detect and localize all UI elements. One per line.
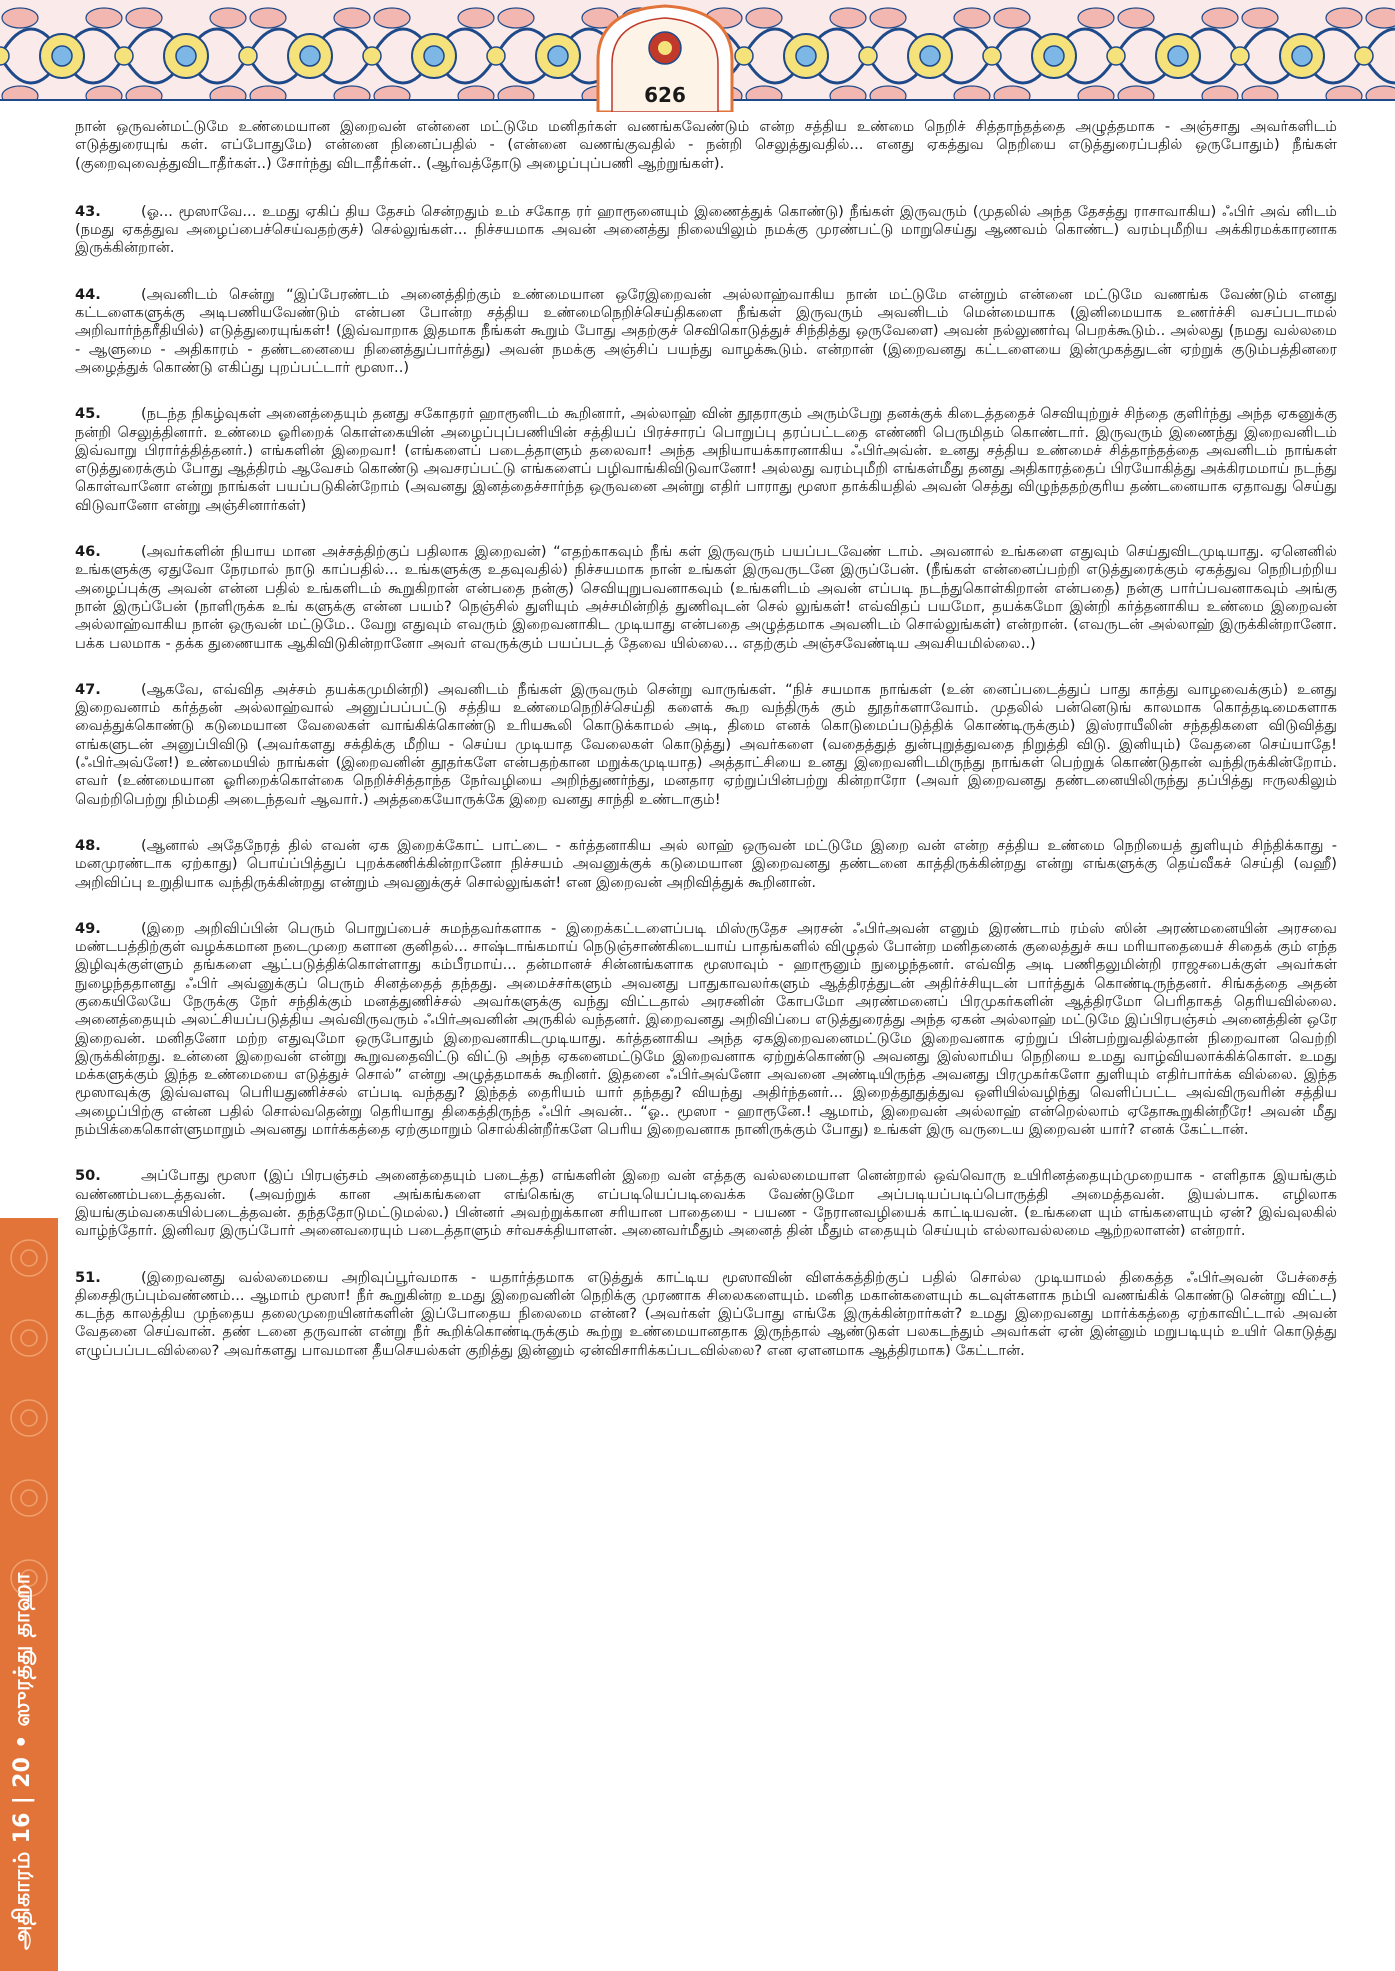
verse-number: 47. [75, 680, 101, 698]
verse-number: 46. [75, 543, 101, 561]
verse-number: 43. [75, 202, 101, 220]
juz-label: 20 [10, 1756, 35, 1788]
verse-49 [75, 920, 1337, 1140]
page-number: 626 [644, 83, 686, 107]
verse-47 [75, 681, 1337, 809]
verse-text: (அவர்களின் நியாய மான அச்சத்திற்குப் பதிலாக இறைவன்) “எதற்காகவும் நீங் கள் இருவரும் பயப்படவேண் டாம். அவனால் உங்களை எதுவும் செய்துவிடமுடியாது. ஏனெனில் உங்களுக்கு ஏதுவோ நேரமால் நாடு காப்பதில்... உங்களுக்கு உதவுவதில்) நிச்சயமாக நான் உங்கள் இருவருடனே இருப்பேன். (நீங்கள் என்னைப்பற்றி எடுத்துரைக்கும் ஏகத்துவ நெறிபற்றிய அழைப்புக்கு அவன் என்ன பதில் உங்களிடம் கூறுகிறான் என்பதை நன்கு) செவியுறுபவனாகவும் (உங்களிடம் அவன் எப்படி நடந்துகொள்கிறான் என்பதை) நன்கு பார்ப்பவனாகவும் அங்கு நான் இருப்பேன் (நாளிருக்க உங் களுக்கு என்ன பயம்? நெஞ்சில் துளியும் அச்சமின்றித் துணிவுடன் செல் லுங்கள்! எவ்விதப் பயமோ, தயக்கமோ இன்றி கர்த்தனாகிய உண்மை இறைவன் அல்லாஹ்வாகிய நான் ஒருவன் மட்டுமே.. வேறு எதுவும் எவரும் இறைவனாகிட முடியாது என்பதை அழுத்தமாக அவனிடம் சொல்லுங்கள்) என்றான். (எவருடன் அல்லாஹ் இருக்கின்றானோ. பக்க பலமாக - தக்க துணையாக ஆகிவிடுகின்றானோ அவர் எவருக்கும் பயப்படத் தேவை யில்லை... எதற்கும் அஞ்சவேண்டிய அவசியமில்லை..) [75, 543, 1337, 652]
surah-label: ஸுரத்து தாஹா [10, 1572, 35, 1727]
verse-text: (அவனிடம் சென்று “இப்பேரண்டம் அனைத்திற்கும் உண்மையான ஒரேஇறைவன் அல்லாஹ்வாகிய நான் மட்டுமே என்றும் என்னை மட்டுமே வணங்க வேண்டும் எனது கட்டளைகளுக்கு அடிபணியவேண்டும் என்பன போன்ற சத்திய உண்மைநெறிச்செய்திகளை நீங்கள் இருவரும் அவனிடம் மென்மையாக (இனிமையாக உணர்ச்சி வசப்படாமல் அறிவார்ந்தரீதியில்) எடுத்துரையுங்கள்! (இவ்வாறாக இதமாக நீங்கள் கூறும் போது அதற்குச் செவிகொடுத்துச் சிந்தித்து ஒருவேளை) அவன் நல்லுணர்வு பெறக்கூடும்.. அல்லது (நமது வல்லமை - ஆளுமை - அதிகாரம் - தண்டனையை நினைத்துப்பார்த்து) அவன் நமக்கு அஞ்சிப் பயந்து வாழக்கூடும். என்றான் (இறைவனது கட்டளையை இன்முகத்துடன் ஏற்றுக் குடும்பத்தினரை அழைத்துக் கொண்டு எகிப்து புறப்பட்டார் மூஸா..) [75, 285, 1337, 376]
verse-text: (இறை அறிவிப்பின் பெரும் பொறுப்பைச் சுமந்தவர்களாக - இறைக்கட்டளைப்படி மிஸ்ருதேச அரசன் ஃபிர்அவன் எனும் இரண்டாம் ரம்ஸ் ஸின் அரண்மனையின் அரசவை மண்டபத்திற்குள் வழக்கமான நடைமுறை களான குனிதல்... சாஷ்டாங்கமாய் நெடுஞ்சாண்கிடையாய் பாதங்களில் விழுதல் போன்ற மனிதனைக் குலைத்துச் சுய மரியாதையைச் சிதைக் கும் எந்த இழிவுக்குள்ளும் தங்களை ஆட்படுத்திக்கொள்ளாது கம்பீரமாய்... தன்மானச் சின்னங்களாக மூஸாவும் - ஹாரூனும் நுழைந்தனர். எவ்வித அடி பணிதலுமின்றி ராஜசபைக்குள் அவர்கள் நுழைந்ததானது ஃபிர் அவ்னுக்குப் பெரும் சினத்தைத் தந்தது. அமைச்சர்களும் அவனது பாதுகாவலர்களும் ஆத்திரத்துடன் அதிர்ச்சியுடன் பார்த்துக் கொண்டிருந்தனர். சிங்கத்தை அதன் குகையிலேயே நேருக்கு நேர் சந்திக்கும் மனத்துணிச்சல் அவர்களுக்கு வந்து விட்டதால் அரசனின் கோபமோ அரண்மனைப் பிரமுகர்களின் ஆத்திரமோ பெரிதாகத் தெரியவில்லை. அனைத்தையும் அலட்சியப்படுத்திய அவ்விருவரும் ஃபிர்அவனின் அருகில் வந்தனர். இறைவனது அறிவிப்பை எடுத்துரைத்து அந்த ஏகன் அல்லாஹ் மட்டுமே இப்பிரபஞ்சம் அனைத்தின் ஒரே இறைவன். மனிதனோ மற்ற எதுவுமோ ஒருபோதும் இறைவனாகிடமுடியாது. கர்த்தனாகிய அந்த ஏகஇறைவனைமட்டுமே இறைவனாக ஏற்றுப் பின்பற்றுவதில்தான் நிறைவான வெற்றி இருக்கின்றது. உன்னை இறைவன் என்று கூறுவதைவிட்டு விட்டு அந்த ஏகனைமட்டுமே இறைவனாக ஏற்றுக்கொண்டு அவனது இஸ்லாமிய நெறியை உமது வாழ்வியலாக்கிக்கொள். உமது மக்களுக்கும் இந்த உண்மையை எடுத்துச் சொல்” என்று அழுத்தமாகக் கூறினர். இதனை ஃபிர்அவ்னோ அவனை அண்டியிருந்த அவனது பிரமுகர்களோ துளியும் எதிர்பார்க்க வில்லை. இந்த மூஸாவுக்கு இவ்வளவு பெரியதுணிச்சல் எப்படி வந்தது? இந்தத் தைரியம் யார் தந்தது? வியந்து அதிர்ந்தனர்... இறைத்தூதுத்துவ ஒளியில்வழிந்து வெளிப்பட்ட அவ்விருவரின் சத்திய அழைப்பிற்கு என்ன பதில் சொல்வதென்று தெரியாது திகைத்திருந்த ஃபிர் அவன்.. “ஓ.. மூஸா - ஹாரூனே.! ஆமாம், இறைவன் அல்லாஹ் என்றெல்லாம் ஏதோகூறுகின்றீரே! அவன் மீது நம்பிக்கைகொள்ளுமாறும் அவனது மார்க்கத்தை ஏற்குமாறும் சொல்கின்றீர்களே பெரிய இறைவனாக நானிருக்கும் போது) உங்கள் இரு வருடைய இறைவன் யார்? எனக் கேட்டான். [75, 919, 1337, 1139]
verse-51 [75, 1269, 1337, 1360]
chapter-label: அதிகாரம் 16 [10, 1812, 35, 1950]
bullet-separator: • [10, 1734, 35, 1749]
intro-paragraph: நான் ஒருவன்மட்டுமே உண்மையான இறைவன் என்னை மட்டுமே மனிதர்கள் வணங்கவேண்டும் என்ற சத்திய உண்மை நெறிச் சித்தாந்தத்தை அழுத்தமாக - அஞ்சாது அவர்களிடம் எடுத்துரையுங் கள். எப்போதுமே) என்னை நினைப்பதில் - (என்னை வணங்குவதில் - நன்றி செலுத்துவதில்... எனது ஏகத்துவ நெறியை எடுத்துரைப்பதில் ஒருபோதும்) நீங்கள் (குறைவுவைத்துவிடாதீர்கள்..) சோர்ந்து விடாதீர்கள்.. (ஆர்வத்தோடு அழைப்புப்பணி ஆற்றுங்கள்). [75, 118, 1337, 172]
verse-text: (நடந்த நிகழ்வுகள் அனைத்தையும் தனது சகோதரர் ஹாரூனிடம் கூறினார், அல்லாஹ் வின் தூதராகும் அரும்பேறு தனக்குக் கிடைத்ததைச் செவியுற்றுச் சிந்தை குளிர்ந்து அந்த ஏகனுக்கு நன்றி செலுத்தினார். உண்மை ஓரிறைக் கொள்கையின் அழைப்புப்பணியின் சத்தியப் பிரச்சாரப் பொறுப்பு தரப்பட்டதை எண்ணி பெருமிதம் கொண்டார். இருவரும் இணைந்து இறைவனிடம் இவ்வாறு பிரார்த்தித்தனர்.) எங்களின் இறைவா! (எங்களைப் படைத்தாளும் தலைவா! அந்த அநியாயக்காரனாகிய ஃபிர்அவ்ன். உனது சத்திய உண்மைச் சித்தாந்தத்தை அவனிடம் நாங்கள் எடுத்துரைக்கும் போது ஆத்திரம் ஆவேசம் கொண்டு அவசரப்பட்டு எங்களைப் பழிவாங்கிவிடுவானோ! அல்லது வரம்புமீறி எங்கள்மீது தனது அதிகாரத்தைப் பிரயோகித்து அக்கிரமமாய் நடந்து கொள்வானோ என்று நாங்கள் பயப்படுகின்றோம் (அவனது இனத்தைச்சார்ந்த ஒருவனை அன்று எதிர் பாராது மூஸா தாக்கியதில் அவன் செத்து விழுந்ததற்குரிய தண்டனையாக ஏதாவது செய்து விடுவானோ என்று அஞ்சினார்கள்) [75, 405, 1337, 514]
verse-50 [75, 1167, 1337, 1240]
verse-44 [75, 286, 1337, 377]
verse-text: (ஆனால் அதேநேரத் தில் எவன் ஏக இறைக்கோட் பாட்டை - கர்த்தனாகிய அல் லாஹ் ஒருவன் மட்டுமே இறை வன் என்ற சத்திய உண்மை நெறியைத் துளியும் சிந்திக்காது - மனமுரண்டாக ஏற்காது) பொய்ப்பித்துப் புறக்கணிக்கின்றானோ நிச்சயம் அவனுக்குக் கடுமையான இறைவனது தண்டனை காத்திருக்கின்றது என்று எங்களுக்கு தெய்வீகச் செய்தி (வஹீ) அறிவிப்பு உறுதியாக வந்திருக்கின்றது என்றும் அவனுக்குச் சொல்லுங்கள்! என இறைவன் அறிவித்துக் கூறினான். [75, 836, 1337, 891]
verse-48 [75, 837, 1337, 892]
verse-43 [75, 203, 1337, 258]
label-separator: | [10, 1795, 35, 1805]
chapter-juz-surah-label [10, 1573, 38, 1951]
verse-number: 49. [75, 919, 101, 937]
verse-text: அப்போது மூஸா (இப் பிரபஞ்சம் அனைத்தையும் படைத்த) எங்களின் இறை வன் எத்தகு வல்லமையாள னென்றால் ஒவ்வொரு உயிரினத்தையும்முறையாக - எளிதாக இயங்கும் வண்ணம்படைத்தவன். (அவற்றுக் கான அங்கங்களை எங்கெங்கு எப்படியெப்படிவைக்க வேண்டுமோ அப்படியப்படிப்பொருத்தி அமைத்தவன். இயல்பாக. எழிலாக இயங்கும்வகையில்படைத்தவன். தந்ததோடுமட்டுமல்ல.) பின்னர் அவற்றுக்கான சரியான பாதையை - பயண - நேரானவழியைக் காட்டியவன். (உங்களை யும் எங்களையும் ஏன்? இவ்வுலகில் வாழ்ந்தோர். இனிவர இருப்போர் அனைவரையும் படைத்தாளும் சர்வசக்தியாளன். அனைவர்மீதும் அனைத் தின் மீதும் எதையும் செய்யும் எல்லாவல்லமை ஆற்றலாளன்) என்றார். [75, 1167, 1337, 1240]
verse-number: 50. [75, 1167, 101, 1185]
verse-46 [75, 543, 1337, 653]
verse-number: 51. [75, 1268, 101, 1286]
verse-text: (ஆகவே, எவ்வித அச்சம் தயக்கமுமின்றி) அவனிடம் நீங்கள் இருவரும் சென்று வாருங்கள். “நிச் சயமாக நாங்கள் (உன் னைப்படைத்துப் பாது காத்து வாழவைக்கும்) உனது இறைவனாம் கர்த்தன் அல்லாஹ்வால் அனுப்பப்பட்டு சத்திய உண்மைநெறிச்செய்தி களைக் கூற வந்திருக் கும் தூதர்களாவோம். முதலில் பன்னெடுங் காலமாக கொத்தடிமைகளாக வைத்துக்கொண்டு கடுமையான வேலைகள் வாங்கிக்கொண்டு உரியகூலி கொடுக்காமல் அடி, திமை எனக் கொடுமைப்படுத்திக் கொண்டிருக்கும்) இஸ்ராயீலின் சந்ததிகளை விடுவித்து எங்களுடன் அனுப்பிவிடு (அவர்களது சக்திக்கு மீறிய - செய்ய முடியாத வேலைகள் கொடுத்து) அவர்களை (வதைத்துத் துன்புறுத்துவதை நிறுத்தி விடு. இனியும்) வேதனை செய்யாதே! (ஃபிர்அவ்னே!) உண்மையில் நாங்கள் (இறைவனின் தூதர்களே என்பதற்கான மறுக்கமுடியாத) அத்தாட்சியை உனது இறைவனிடமிருந்து நாங்கள் பெற்றுக் கொண்டுதான் வந்திருக்கின்றோம். எவர் (உண்மையான ஓரிறைக்கொள்கை நெறிச்சித்தாந்த நேர்வழியை அறிந்துணர்ந்து, மனதார ஏற்றுப்பின்பற்று கின்றாரோ (அவர் இறைவனது தண்டனையிலிருந்து தப்பித்து ஈருலகிலும் வெற்றிபெற்று நிம்மதி அடைந்தவர் ஆவார்.) அத்தகையோருக்கே இறை வனது சாந்தி உண்டாகும்! [75, 680, 1337, 808]
verse-number: 48. [75, 836, 101, 854]
verse-text: (இறைவனது வல்லமையை அறிவுப்பூர்வமாக - யதார்த்தமாக எடுத்துக் காட்டிய மூஸாவின் விளக்கத்திற்குப் பதில் சொல்ல முடியாமல் திகைத்த ஃபிர்அவன் பேச்சைத் திசைதிருப்பும்வண்ணம்... ஆமாம் மூஸா! நீர் கூறுகின்ற உமது இறைவனின் நெறிக்கு முரணாக சிலைகளையும். மனித மகான்களையும் கடவுள்களாக நம்பி வணங்கிக் கொண்டு சென்று விட்ட) கடந்த காலத்திய முந்தைய தலைமுறையினர்களின் இப்போதைய நிலைமை என்ன? (அவர்கள் இப்போது எங்கே இருக்கின்றார்கள்? உமது இறைவனது மார்க்கத்தை ஏற்காவிட்டால் அவன் வேதனை செய்வான். தண் டனை தருவான் என்று நீர் கூறிக்கொண்டிருக்கும் கூற்று உண்மையானதாக இருந்தால் ஆண்டுகள் பலகடந்தும் அவர்கள் ஏன் இன்னும் மறுபடியும் உயிர் கொடுத்து எழுப்பப்படவில்லை? அவர்களது பாவமான தீயசெயல்கள் குறித்து இன்னும் ஏன்விசாரிக்கப்படவில்லை? என ஏளனமாக ஆத்திரமாக) கேட்டான். [75, 1268, 1337, 1359]
verse-text: (ஓ... மூஸாவே... உமது ஏகிப் திய தேசம் சென்றதும் உம் சகோத ரர் ஹாரூனையும் இணைத்துக் கொண்டு) நீங்கள் இருவரும் (முதலில் அந்த தேசத்து ராசாவாகிய) ஃபிர் அவ் னிடம் (நமது ஏகத்துவ அழைப்பைச்செய்வதற்குச்) செல்லுங்கள்... நிச்சயமாக அவன் அனைத்து நிலையிலும் நமக்கு முரண்பட்டு மாறுசெய்து ஆணவம் கொண்ட) வரம்புமீறிய அக்கிரமக்காரனாக இருக்கின்றான். [75, 202, 1337, 257]
commentary-body [75, 118, 1337, 1388]
verse-45 [75, 405, 1337, 515]
verse-number: 45. [75, 405, 101, 423]
verse-number: 44. [75, 285, 101, 303]
